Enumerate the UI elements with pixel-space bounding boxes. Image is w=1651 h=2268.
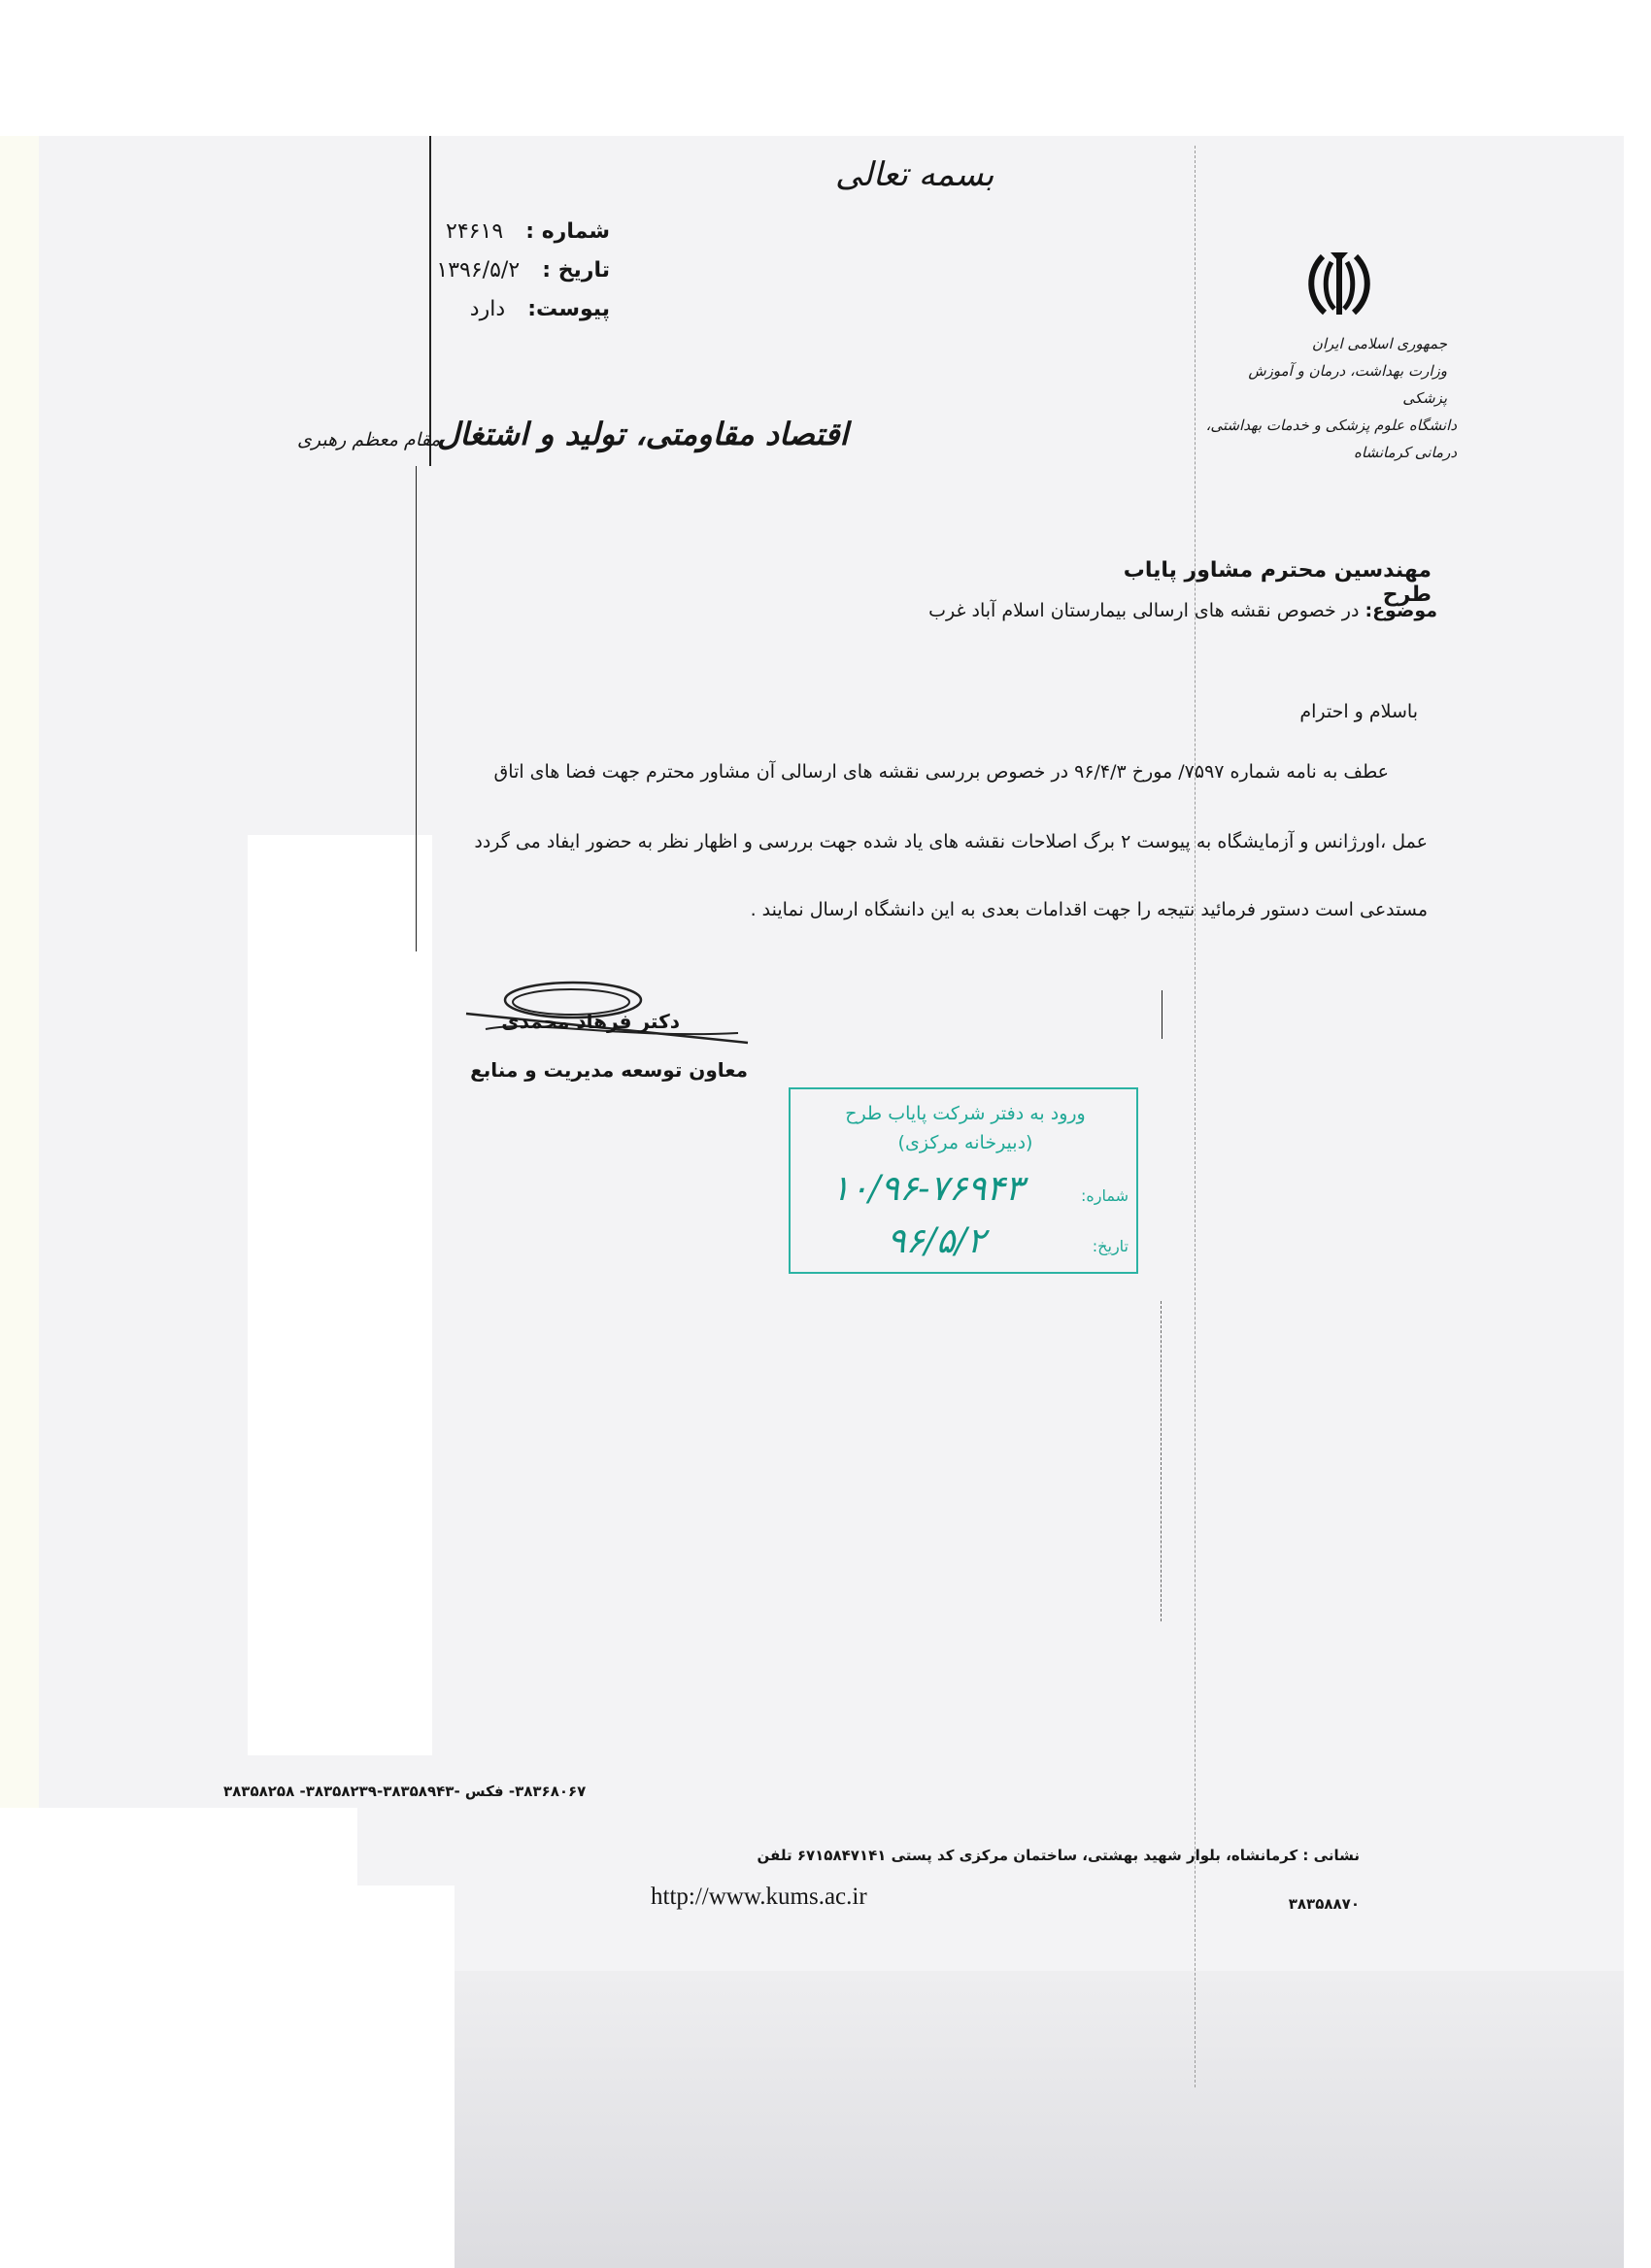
receipt-stamp [789, 1087, 1138, 1274]
date-value: ۱۳۹۶/۵/۲ [436, 258, 521, 283]
stamp-date-value: ۹۶/۵/۲ [887, 1221, 986, 1261]
stamp-line-2: (دبیرخانه مرکزی) [897, 1132, 1033, 1153]
footer-phone-extra: ۳۸۳۵۸۸۷۰ [1288, 1895, 1360, 1913]
redaction-block [248, 835, 432, 1755]
footer-address: نشانی : کرمانشاه، بلوار شهید بهشتی، ساختمان مرکزی کد پستی ۶۷۱۵۸۴۷۱۴۱ تلفن [757, 1847, 1360, 1864]
number-row [435, 219, 610, 244]
redaction-block [0, 1808, 357, 2268]
date-label: تاریخ : [542, 258, 610, 283]
recipient: مهندسین محترم مشاور پایاب طرح [1123, 558, 1432, 607]
body-line-1: عطف به نامه شماره ۷۵۹۷/ مورخ ۹۶/۴/۳ در خصوص بررسی نقشه های ارسالی آن مشاور محترم جهت فضا های اتاق [493, 761, 1389, 783]
fold-line [416, 466, 417, 951]
attachment-row [447, 297, 610, 321]
org-line-university: دانشگاه علوم پزشکی و خدمات بهداشتی، درمانی کرمانشاه [1205, 417, 1457, 461]
slogan-source: مقام معظم رهبری [297, 429, 441, 450]
slogan: اقتصاد مقاومتی، تولید و اشتغال [437, 416, 849, 452]
stamp-number-value: ۱۰/۹۶-۷۶۹۴۳ [830, 1169, 1025, 1209]
iran-emblem-icon [1305, 249, 1373, 322]
stamp-date-label: تاریخ: [1092, 1237, 1129, 1255]
attachment-value: دارد [469, 297, 506, 321]
date-row [418, 258, 610, 283]
footer-phone-fax: ۳۸۳۶۸۰۶۷- فکس -۳۸۳۵۸۹۴۳-۳۸۳۵۸۲۳۹- ۳۸۳۵۸۲۵۸ [223, 1783, 587, 1800]
fold-line [429, 136, 431, 466]
attachment-label: پیوست: [527, 297, 610, 321]
fold-line [1161, 1301, 1162, 1621]
body-line-3: مستدعی است دستور فرمائید نتیجه را جهت اقدامات بعدی به این دانشگاه ارسال نمایند . [750, 899, 1428, 920]
bismillah: بسمه تعالی [835, 155, 994, 194]
number-value: ۲۴۶۱۹ [446, 219, 504, 244]
stamp-number-label: شماره: [1080, 1186, 1129, 1205]
stamp-line-1: ورود به دفتر شرکت پایاب طرح [845, 1103, 1086, 1124]
signer-name: دکتر فرهاد محمدی [501, 1010, 680, 1033]
signer-title: معاون توسعه مدیریت و منابع [470, 1058, 748, 1082]
organization-block [1205, 330, 1457, 466]
redaction-block [357, 1885, 455, 2268]
greeting: باسلام و احترام [1299, 701, 1418, 722]
org-line-ministry: وزارت بهداشت، درمان و آموزش پزشکی [1248, 362, 1447, 407]
subject-text: در خصوص نقشه های ارسالی بیمارستان اسلام آباد غرب [928, 600, 1360, 621]
scan-shadow-bottom [455, 1971, 1624, 2268]
org-line-country: جمهوری اسلامی ایران [1311, 335, 1447, 352]
university-website-link[interactable]: http://www.kums.ac.ir [651, 1884, 867, 1910]
number-label: شماره : [525, 219, 610, 244]
body-line-2: عمل ،اورژانس و آزمایشگاه به پیوست ۲ برگ اصلاحات نقشه های یاد شده جهت بررسی و اظهار نظر به حضور ایفاد می گردد [474, 831, 1428, 852]
subject-line [796, 600, 1437, 621]
subject-label: موضوع: [1365, 600, 1437, 621]
